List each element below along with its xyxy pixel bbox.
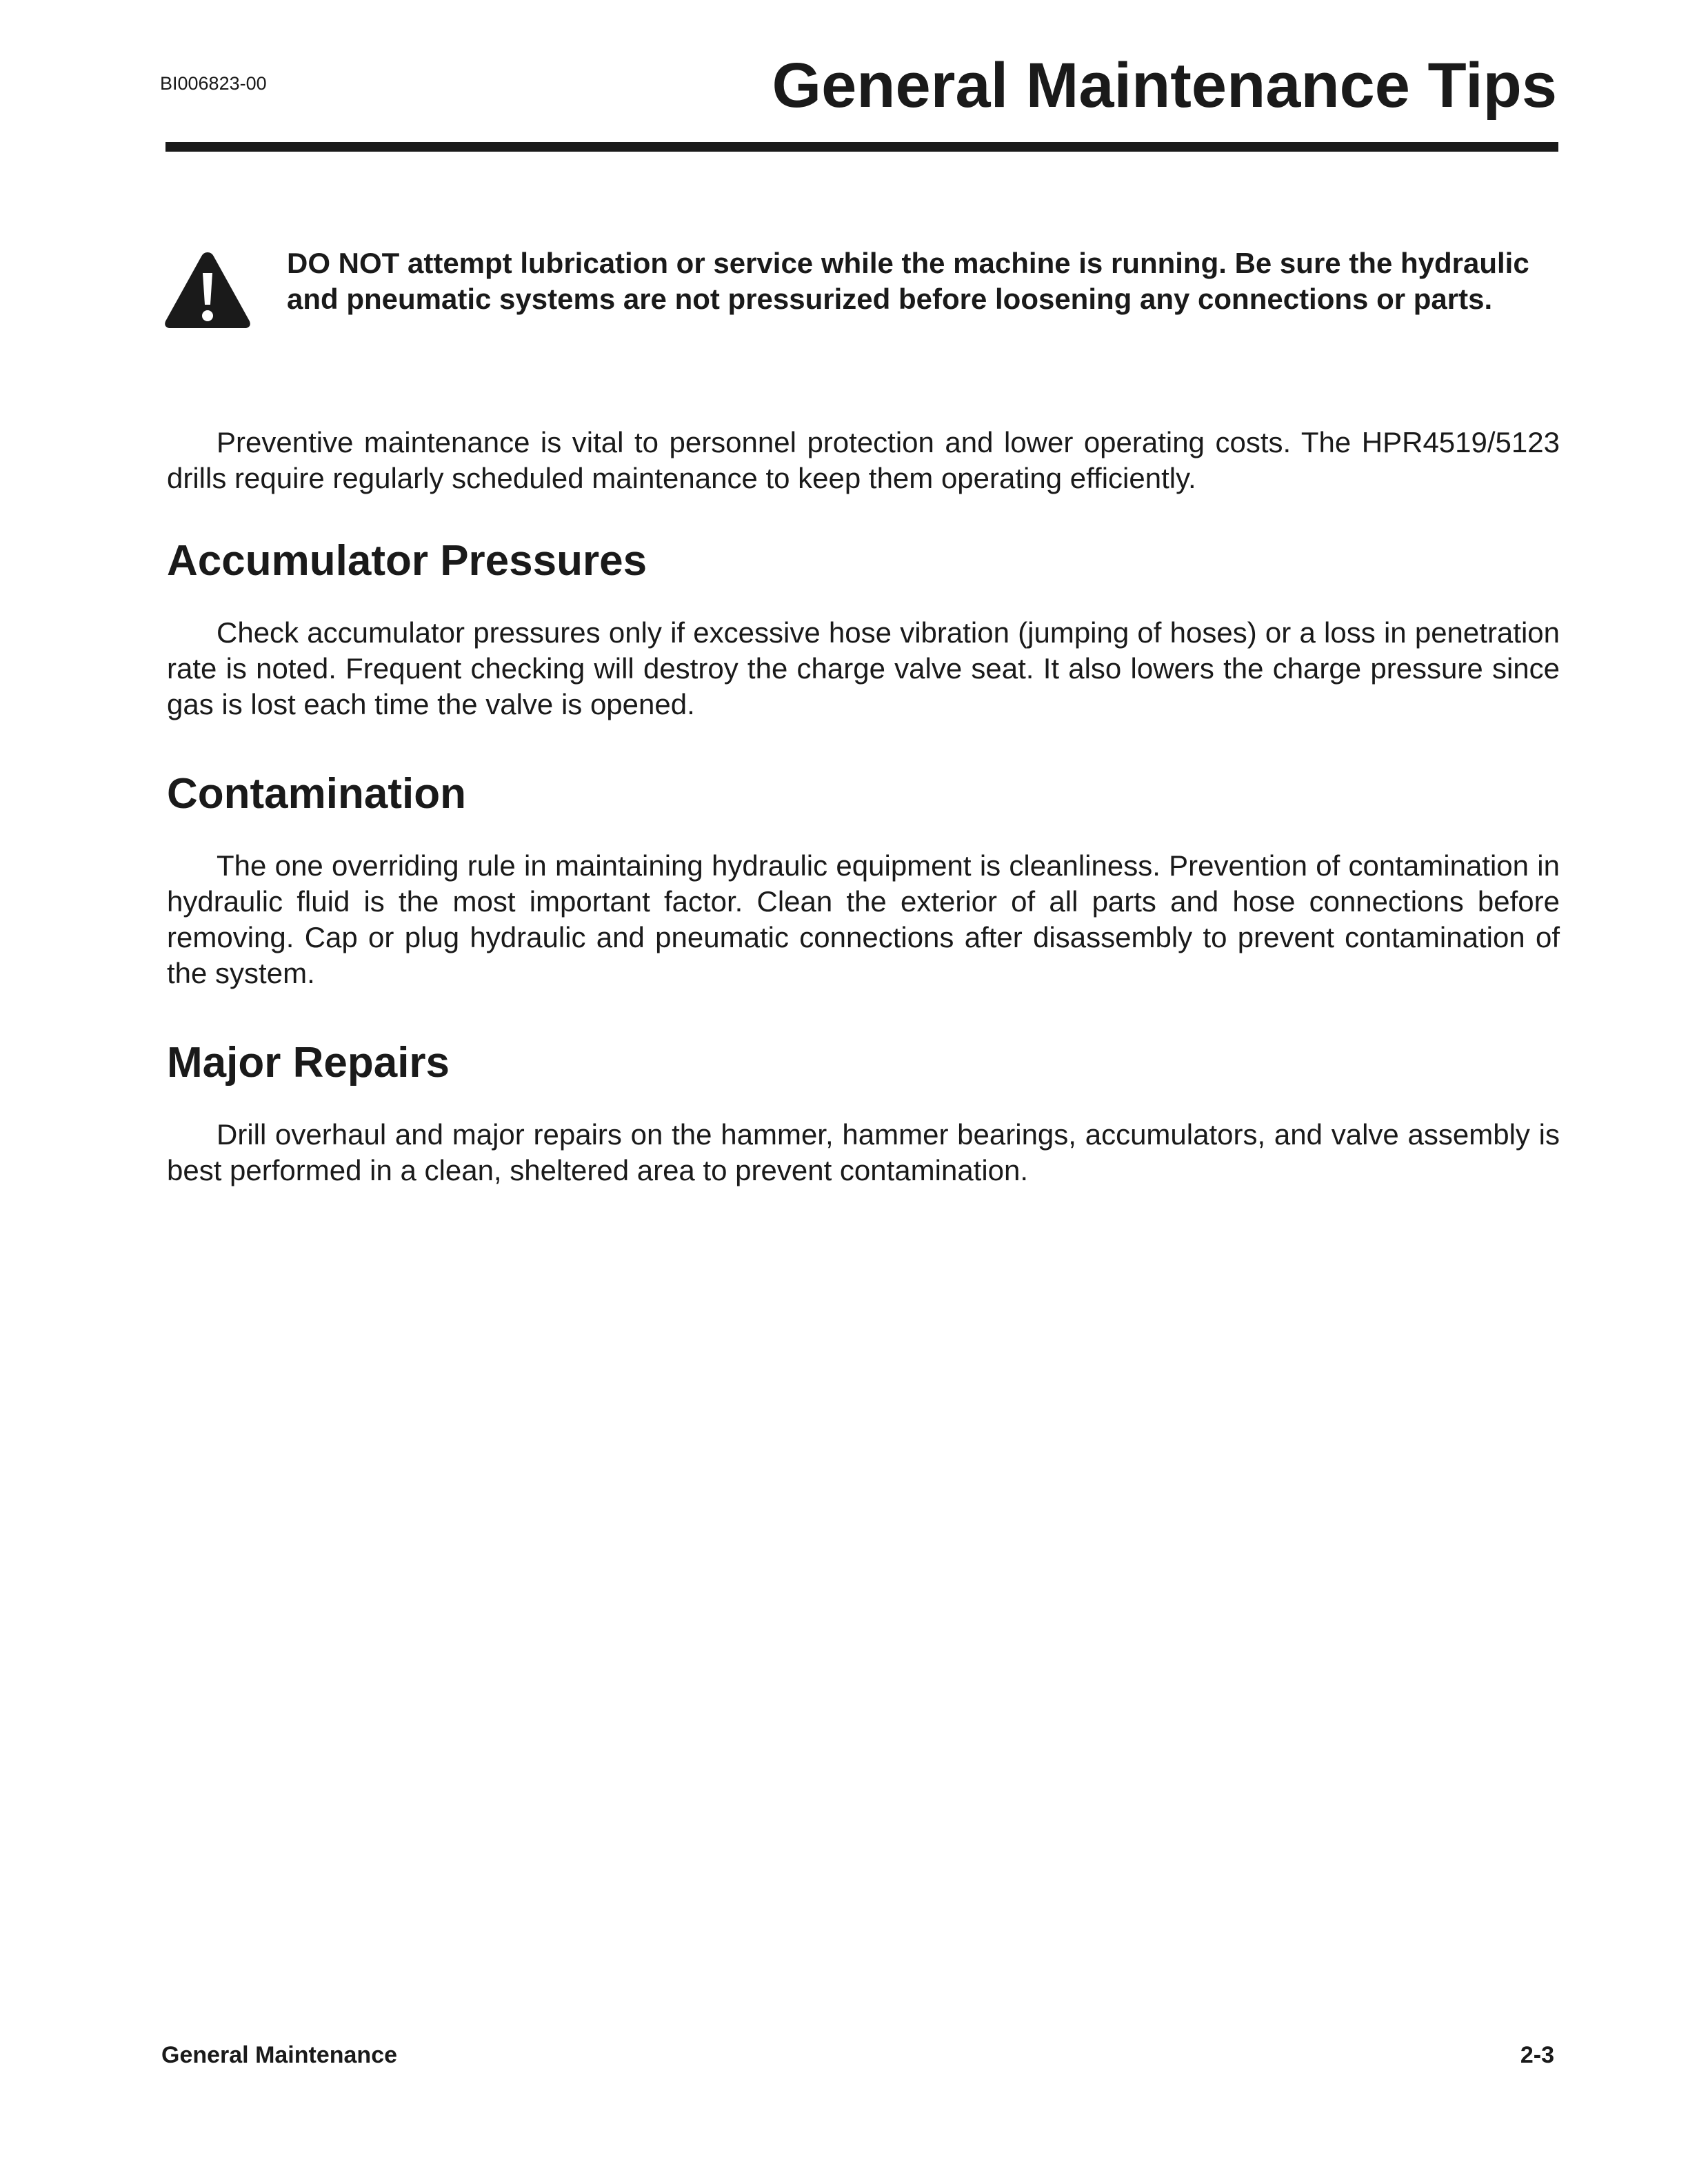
- footer-page-number: 2-3: [1520, 2042, 1554, 2068]
- intro-section: [167, 425, 1560, 496]
- intro-paragraph: Preventive maintenance is vital to personnel protection and lower operating costs. The HPR4519/5123 drills require regularly scheduled maintenance to keep them operating efficiently.: [167, 426, 1560, 494]
- section-heading: Contamination: [167, 770, 466, 818]
- section-accumulator-pressures: [167, 536, 1560, 722]
- section-heading: Major Repairs: [167, 1039, 450, 1086]
- document-id: BI006823-00: [160, 73, 267, 94]
- footer-section-name: General Maintenance: [161, 2042, 398, 2068]
- section-contamination: [167, 769, 1560, 991]
- title-rule: [165, 142, 1558, 152]
- section-heading: Accumulator Pressures: [167, 537, 647, 585]
- section-paragraph: The one overriding rule in maintaining hydraulic equipment is cleanliness. Prevention of contamination in hydraulic fluid is the most important factor. Clean the exterior of all parts and hose connections before removing. Cap or plug hydraulic and pneumatic connections after disassembly to prevent contamination of the system.: [167, 849, 1560, 989]
- section-paragraph: Check accumulator pressures only if excessive hose vibration (jumping of hoses) or a loss in penetration rate is noted. Frequent checking will destroy the charge valve seat. It also lowers the charge pressure since gas is lost each time the valve is opened.: [167, 616, 1560, 720]
- page-title: General Maintenance Tips: [772, 50, 1557, 121]
- section-paragraph: Drill overhaul and major repairs on the hammer, hammer bearings, accumulators, and valve assembly is best performed in a clean, sheltered area to prevent contamination.: [167, 1118, 1560, 1186]
- section-major-repairs: [167, 1038, 1560, 1189]
- warning-triangle-icon: [163, 250, 252, 332]
- warning-text: DO NOT attempt lubrication or service while the machine is running. Be sure the hydraulic and pneumatic systems are not pressurized before loosening any connections or parts.: [287, 247, 1529, 315]
